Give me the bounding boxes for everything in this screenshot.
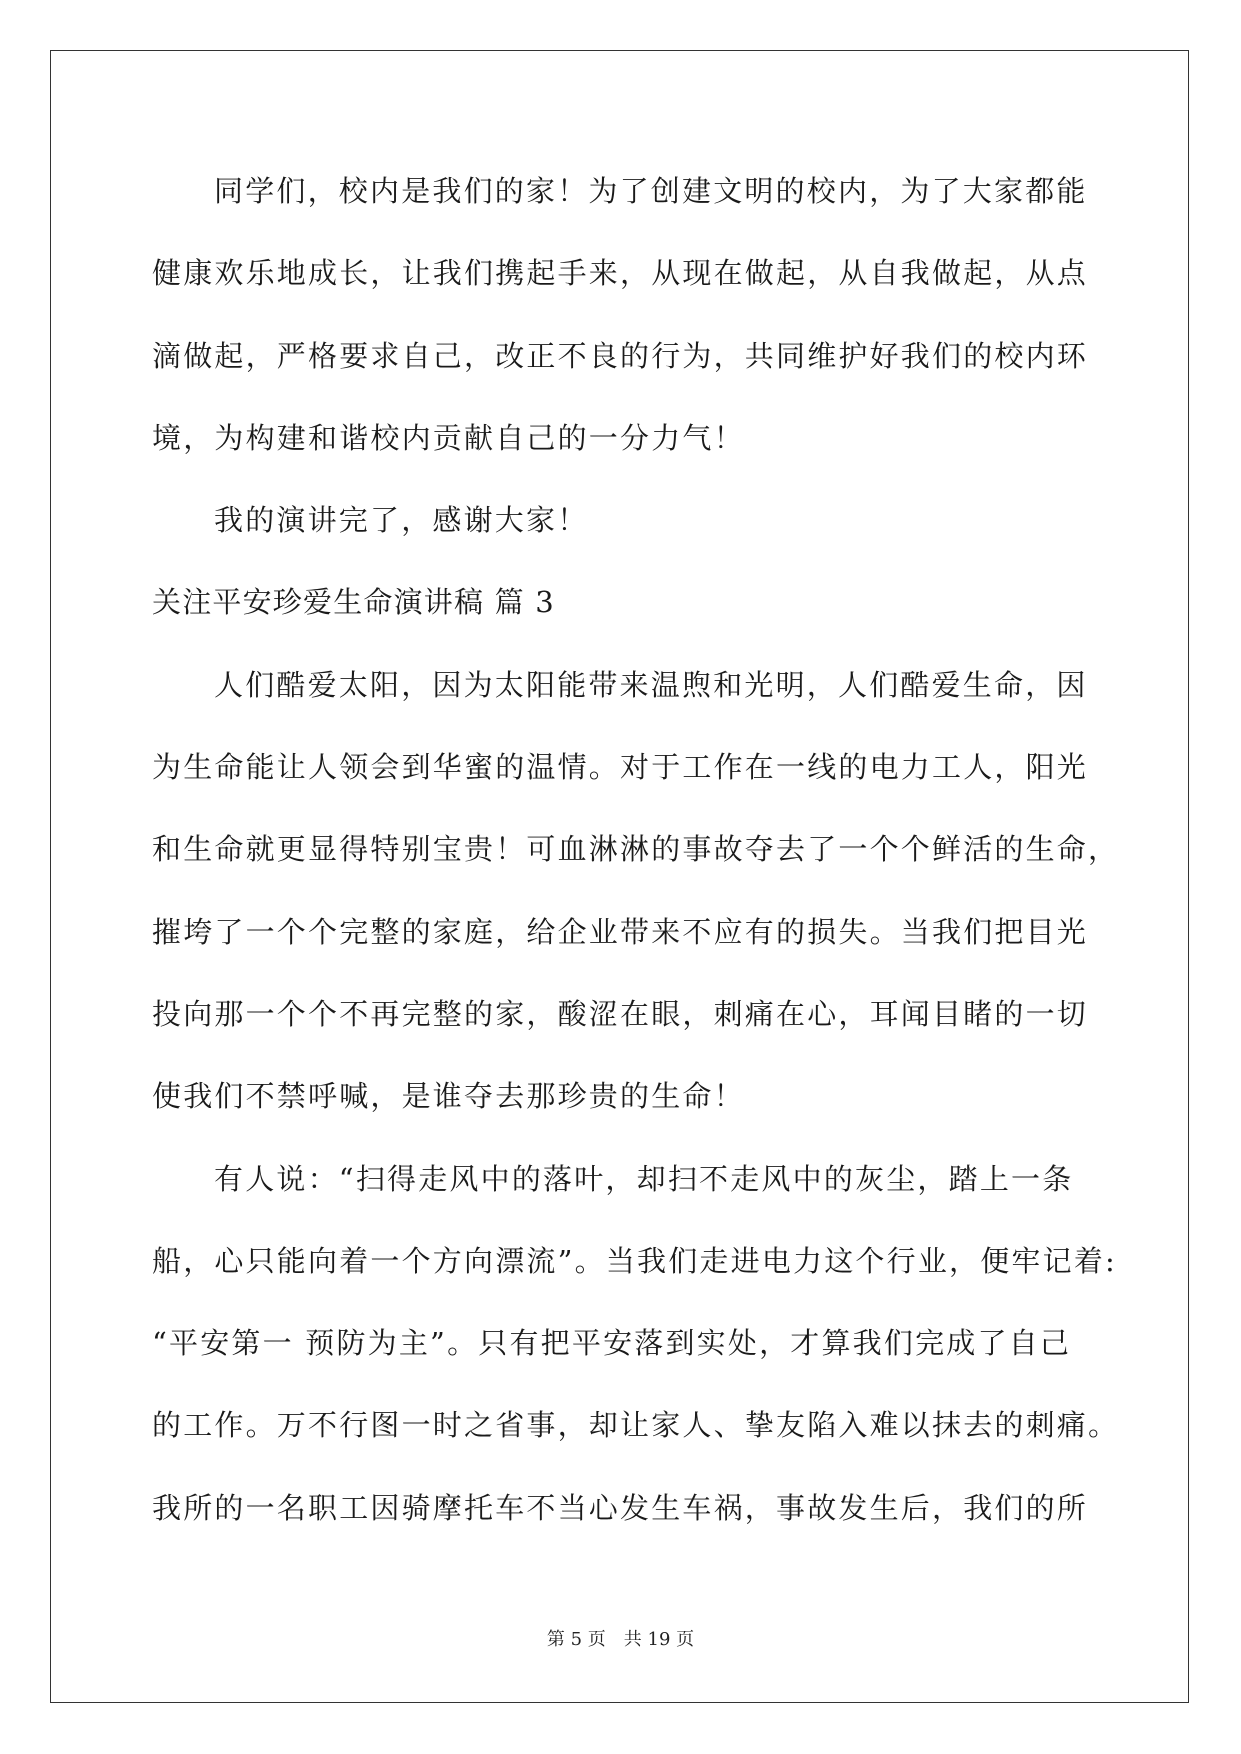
paragraph-line: 船，心只能向着一个方向漂流”。当我们走进电力这个行业，便牢记着:: [152, 1243, 1117, 1278]
page-footer: [0, 1625, 1241, 1651]
paragraph-line: “平安第一 预防为主”。只有把平安落到实处，才算我们完成了自己: [152, 1326, 1072, 1361]
paragraph-line: 摧垮了一个个完整的家庭，给企业带来不应有的损失。当我们把目光: [152, 914, 1089, 949]
paragraph-line: 人们酷爱太阳，因为太阳能带来温煦和光明，人们酷爱生命，因: [214, 667, 1088, 702]
paragraph-line: 投向那一个个不再完整的家，酸涩在眼，刺痛在心，耳闻目睹的一切: [152, 996, 1089, 1031]
paragraph-line: 和生命就更显得特别宝贵！可血淋淋的事故夺去了一个个鲜活的生命，: [152, 832, 1120, 867]
paragraph-line: 的工作。万不行图一时之省事，却让家人、挚友陷入难以抹去的刺痛。: [152, 1408, 1120, 1443]
page-total: 共 19 页: [623, 1629, 695, 1650]
paragraph-line: 我的演讲完了，感谢大家！: [214, 503, 589, 538]
paragraph-line: 境，为构建和谐校内贡献自己的一分力气！: [152, 420, 745, 455]
section-heading: 关注平安珍爱生命演讲稿 篇 3: [152, 585, 555, 620]
document-body: [152, 163, 1120, 1562]
paragraph-line: 使我们不禁呼喊，是谁夺去那珍贵的生命！: [152, 1079, 745, 1114]
paragraph-line: 为生命能让人领会到华蜜的温情。对于工作在一线的电力工人，阳光: [152, 750, 1089, 785]
page-number: 第 5 页: [546, 1629, 606, 1650]
paragraph-line: 滴做起，严格要求自己，改正不良的行为，共同维护好我们的校内环: [152, 338, 1089, 373]
paragraph-line: 有人说：“扫得走风中的落叶，却扫不走风中的灰尘，踏上一条: [214, 1161, 1074, 1196]
paragraph-line: 我所的一名职工因骑摩托车不当心发生车祸，事故发生后，我们的所: [152, 1490, 1089, 1525]
paragraph-line: 健康欢乐地成长，让我们携起手来，从现在做起，从自我做起，从点: [152, 256, 1089, 291]
paragraph-line: 同学们，校内是我们的家！为了创建文明的校内，为了大家都能: [214, 174, 1088, 208]
